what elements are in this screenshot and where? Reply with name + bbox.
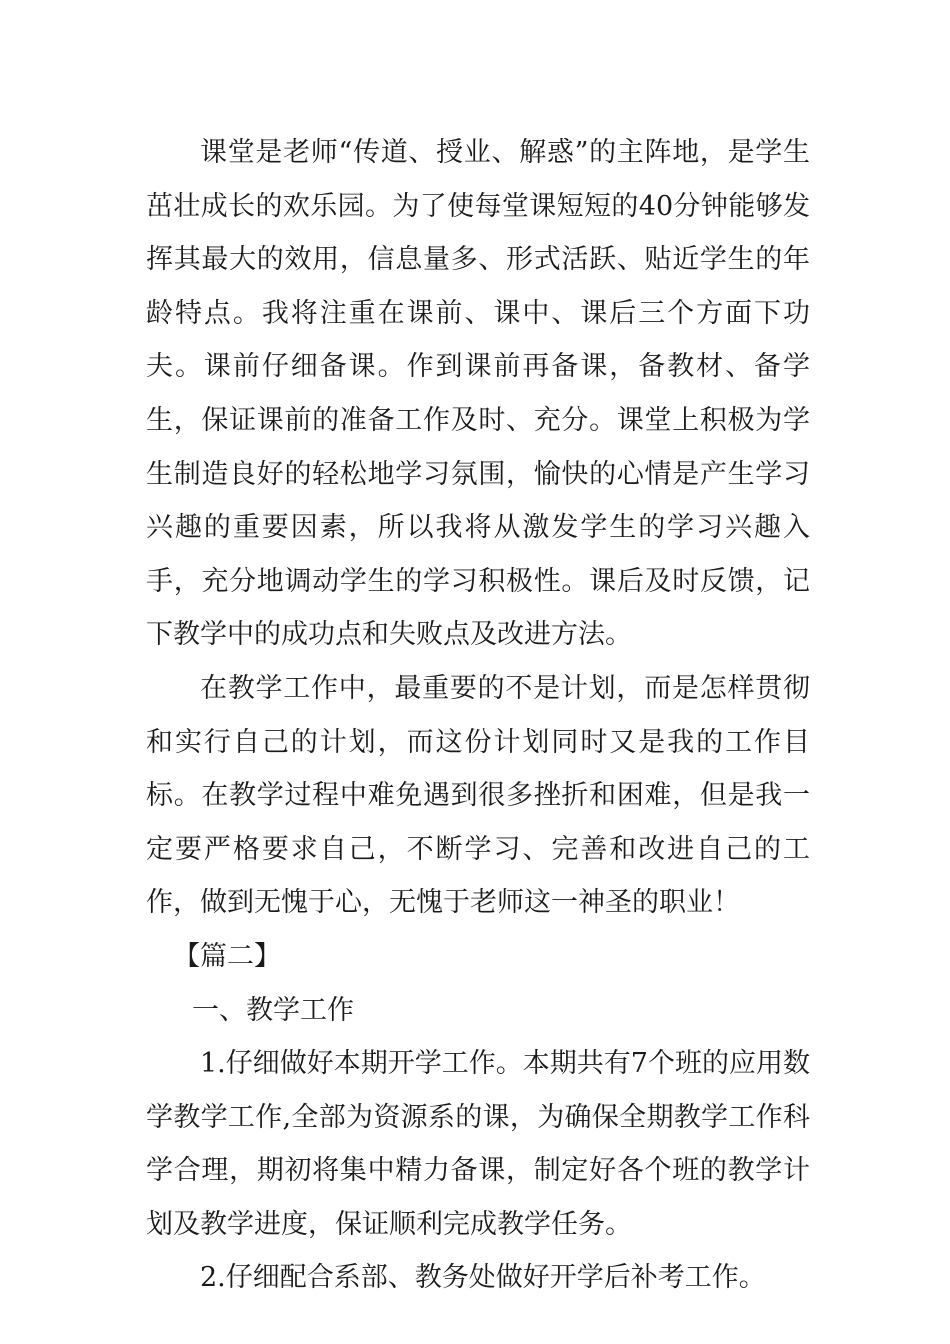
list-item: 1.仔细做好本期开学工作。本期共有7个班的应用数学教学工作,全部为资源系的课，为确保全期教学工作科学合理，期初将集中精力备课，制定好各个班的教学计划及教学进度，保证顺利完成教学任务。 [146,1048,810,1240]
paragraph: 在教学工作中，最重要的不是计划，而是怎样贯彻和实行自己的计划，而这份计划同时又是我的工作目标。在教学过程中难免遇到很多挫折和困难，但是我一定要严格要求自己，不断学习、完善和改进自己的工作，做到无愧于心，无愧于老师这一神圣的职业！ [146,672,810,919]
list-item: 2.仔细配合系部、教务处做好开学后补考工作。 [200,1262,766,1294]
paragraph: 课堂是老师“传道、授业、解惑”的主阵地，是学生茁壮成长的欢乐园。为了使每堂课短短的40分钟能够发挥其最大的效用，信息量多、形式活跃、贴近学生的年龄特点。我将注重在课前、课中、课后三个方面下功夫。课前仔细备课。作到课前再备课，备教材、备学生，保证课前的准备工作及时、充分。课堂上积极为学生制造良好的轻松地学习氛围，愉快的心情是产生学习兴趣的重要因素，所以我将从激发学生的学习兴趣入手，充分地调动学生的学习积极性。课后及时反馈，记下教学中的成功点和失败点及改进方法。 [146,137,810,651]
document-body [146,126,810,1305]
subsection-title: 一、教学工作 [192,994,354,1026]
section-title: 【篇二】 [173,940,281,972]
